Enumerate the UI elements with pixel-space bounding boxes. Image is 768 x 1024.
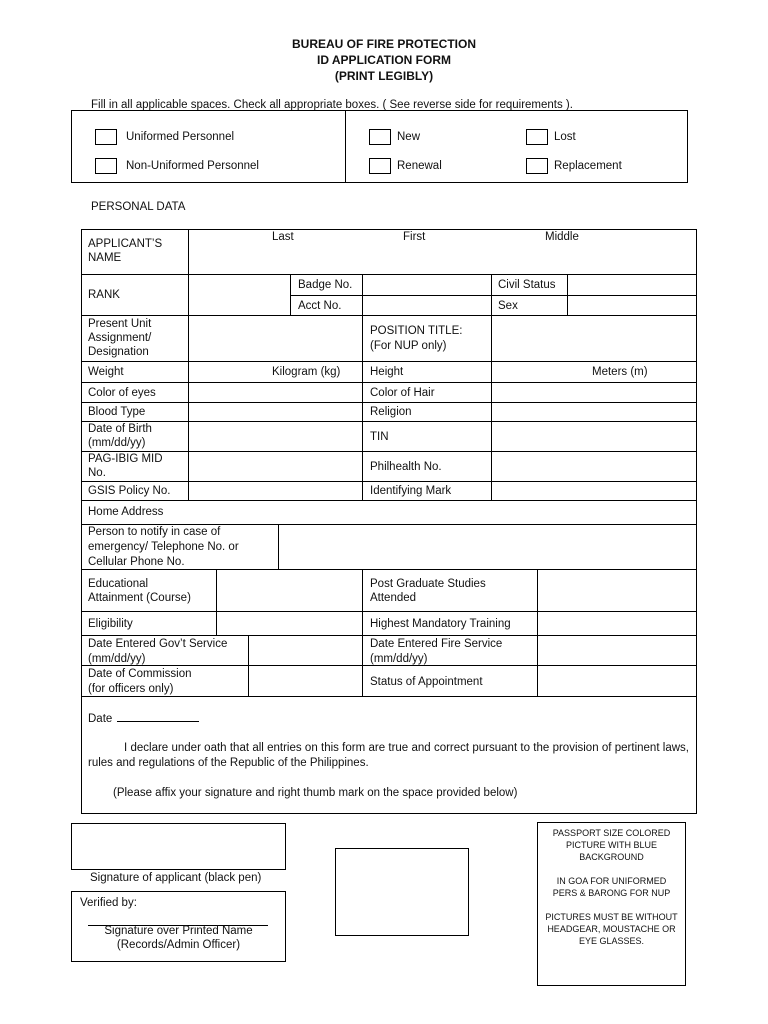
uniformed-checkbox[interactable]: [95, 129, 117, 145]
weight-unit-label: Kilogram (kg): [272, 366, 341, 378]
printed-name-label: Signature over Printed Name: [104, 925, 253, 937]
date-label: Date: [88, 713, 113, 725]
instructions: Fill in all applicable spaces. Check all appropriate boxes. ( See reverse side for requirements ).: [91, 99, 573, 111]
commission-label-1: Date of Commission: [88, 668, 192, 680]
position-title-label-2: (For NUP only): [370, 340, 447, 352]
form-title: ID APPLICATION FORM: [317, 53, 451, 67]
postgrad-field[interactable]: [539, 571, 695, 610]
civil-status-label: Civil Status: [498, 279, 556, 291]
pagibig-label-2: No.: [88, 467, 106, 479]
fire-service-label-2: (mm/dd/yy): [370, 653, 428, 665]
middle-name-label: Middle: [545, 231, 579, 243]
photo-instruction-1: PASSPORT SIZE COLORED PICTURE WITH BLUE BACKGROUND: [552, 828, 671, 862]
oath-text: I declare under oath that all entries on this form are true and correct pursuant to the provision of pertinent laws, rules and regulations of the Republic of the Philippines.: [88, 742, 689, 769]
blood-type-label: Blood Type: [88, 406, 146, 418]
non-uniformed-label: Non-Uniformed Personnel: [126, 160, 259, 172]
eligibility-field[interactable]: [218, 613, 360, 634]
verified-label: Verified by:: [80, 897, 137, 909]
blood-type-field[interactable]: [190, 404, 360, 420]
rank-field[interactable]: [190, 276, 288, 313]
officer-label: (Records/Admin Officer): [116, 939, 241, 951]
sex-label: Sex: [498, 300, 518, 312]
identifying-mark-field[interactable]: [493, 483, 695, 499]
civil-status-field[interactable]: [569, 276, 695, 294]
present-unit-label-1: Present Unit: [88, 318, 152, 330]
commission-field[interactable]: [250, 667, 360, 695]
philhealth-label: Philhealth No.: [370, 461, 442, 473]
acct-no-field[interactable]: [364, 297, 489, 314]
new-label: New: [397, 131, 421, 143]
present-unit-field[interactable]: [190, 317, 360, 360]
gsis-label: GSIS Policy No.: [88, 485, 171, 497]
commission-label-2: (for officers only): [88, 683, 174, 695]
pagibig-label-1: PAG-IBIG MID: [88, 453, 163, 465]
section-title: PERSONAL DATA: [91, 201, 186, 213]
religion-field[interactable]: [493, 404, 695, 420]
emergency-contact-field[interactable]: [280, 526, 695, 568]
dob-label-1: Date of Birth: [88, 423, 152, 435]
badge-no-label: Badge No.: [298, 279, 353, 291]
applicant-name-label-1: APPLICANT’S: [88, 238, 163, 250]
govt-service-label-1: Date Entered Gov’t Service: [88, 638, 228, 650]
height-label: Height: [370, 366, 404, 378]
education-label-1: Educational: [88, 578, 149, 590]
first-name-label: First: [403, 231, 426, 243]
photo-instruction-2: IN GOA FOR UNIFORMED PERS & BARONG FOR NUP: [552, 876, 671, 898]
tin-label: TIN: [370, 431, 389, 443]
badge-no-field[interactable]: [364, 276, 489, 294]
form-subtitle: (PRINT LEGIBLY): [334, 69, 434, 83]
eye-color-label: Color of eyes: [88, 387, 156, 399]
gsis-field[interactable]: [190, 483, 360, 499]
signature-box[interactable]: [71, 823, 286, 870]
hair-color-label: Color of Hair: [370, 387, 435, 399]
sex-field[interactable]: [569, 297, 695, 314]
tin-field[interactable]: [493, 423, 695, 450]
acct-no-label: Acct No.: [298, 300, 342, 312]
philhealth-field[interactable]: [493, 453, 695, 480]
new-checkbox[interactable]: [369, 129, 391, 145]
appointment-field[interactable]: [539, 667, 695, 695]
replacement-label: Replacement: [554, 160, 622, 172]
hair-color-field[interactable]: [493, 384, 695, 401]
eligibility-label: Eligibility: [88, 618, 133, 630]
applicant-name-field[interactable]: [190, 244, 695, 272]
signature-label: Signature of applicant (black pen): [90, 872, 262, 884]
form-agency-title: BUREAU OF FIRE PROTECTION: [291, 37, 476, 51]
applicant-name-label-2: NAME: [88, 252, 122, 264]
pagibig-field[interactable]: [190, 453, 360, 480]
dob-field[interactable]: [190, 423, 360, 450]
photo-instruction-3: PICTURES MUST BE WITHOUT HEADGEAR, MOUSTACHE OR EYE GLASSES.: [545, 912, 678, 946]
home-address-field[interactable]: [190, 502, 695, 523]
emergency-contact-label-2: emergency/ Telephone No. or: [88, 541, 239, 553]
eye-color-field[interactable]: [190, 384, 360, 401]
fire-service-field[interactable]: [539, 637, 695, 664]
renewal-checkbox[interactable]: [369, 158, 391, 174]
govt-service-field[interactable]: [250, 637, 360, 664]
last-name-label: Last: [272, 231, 294, 243]
height-field[interactable]: [493, 363, 589, 381]
replacement-checkbox[interactable]: [526, 158, 548, 174]
lost-label: Lost: [554, 131, 576, 143]
weight-label: Weight: [88, 366, 124, 378]
fire-service-label-1: Date Entered Fire Service: [370, 638, 503, 650]
present-unit-label-2: Assignment/: [88, 332, 152, 344]
identifying-mark-label: Identifying Mark: [370, 485, 452, 497]
non-uniformed-checkbox[interactable]: [95, 158, 117, 174]
thumb-mark-box[interactable]: [335, 848, 469, 936]
postgrad-label-1: Post Graduate Studies: [370, 578, 486, 590]
uniformed-label: Uniformed Personnel: [126, 131, 235, 143]
position-title-label-1: POSITION TITLE:: [370, 325, 463, 337]
religion-label: Religion: [370, 406, 412, 418]
emergency-contact-label-1: Person to notify in case of: [88, 526, 221, 538]
position-title-field[interactable]: [493, 317, 695, 360]
date-line[interactable]: [117, 721, 199, 722]
appointment-label: Status of Appointment: [370, 676, 483, 688]
dob-label-2: (mm/dd/yy): [88, 437, 146, 449]
height-unit-label: Meters (m): [592, 366, 648, 378]
home-address-label: Home Address: [88, 506, 164, 518]
emergency-contact-label-3: Cellular Phone No.: [88, 556, 185, 568]
postgrad-label-2: Attended: [370, 592, 417, 604]
affix-instruction: (Please affix your signature and right thumb mark on the space provided below): [113, 787, 518, 799]
govt-service-label-2: (mm/dd/yy): [88, 653, 146, 665]
training-label: Highest Mandatory Training: [370, 618, 511, 630]
renewal-label: Renewal: [397, 160, 442, 172]
weight-field[interactable]: [190, 363, 270, 381]
education-field[interactable]: [218, 571, 360, 610]
present-unit-label-3: Designation: [88, 346, 149, 358]
training-field[interactable]: [539, 613, 695, 634]
lost-checkbox[interactable]: [526, 129, 548, 145]
rank-label: RANK: [88, 289, 120, 301]
education-label-2: Attainment (Course): [88, 592, 191, 604]
